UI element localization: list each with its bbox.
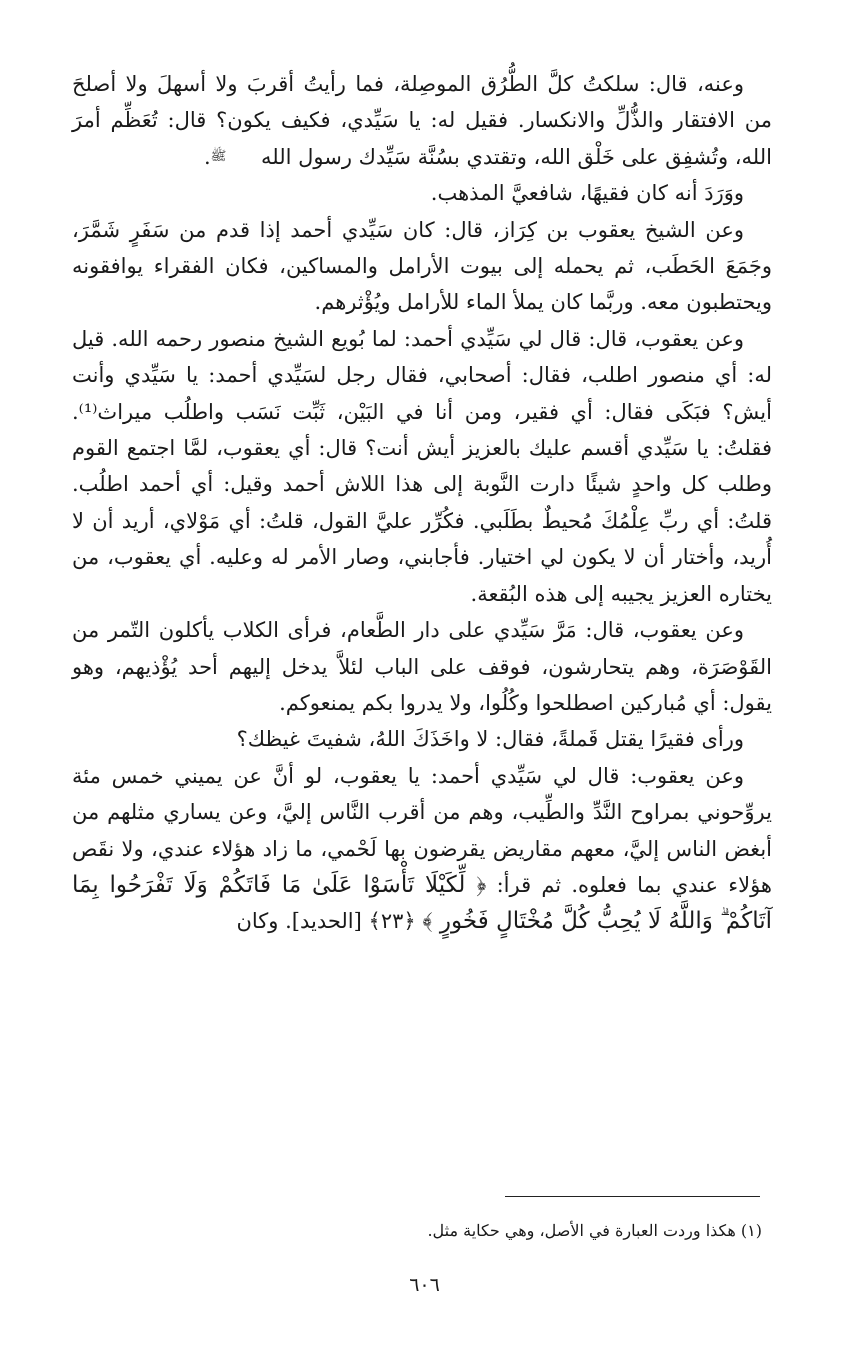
paragraph-4: وعن يعقوب، قال: قال لي سَيِّدي أحمد: لما بُويع الشيخ منصور رحمه الله. قيل له: أي منصور اطلب، فقال: أصحابي، فقال رجل لسَيِّدي أحمد: يا سَيِّدي وأنت أيش؟ فبَكَى فقال: أي فقير، ومن أنا في البَيْن، ثَبِّت نَسَب واطلُب ميراث⁽¹⁾. فقلتُ: يا سَيِّدي أقسم عليك بالعزيز أيش أنت؟ قال: أي يعقوب، لمَّا اجتمع القوم وطلب كل واحدٍ شيئًا دارت النَّوبة إلى هذا اللاش أحمد وقيل: أي أحمد اطلُب. قلتُ: أي ربِّ عِلْمُكَ مُحيطٌ بطَلَبي. فكُرِّر عليَّ القول، قلتُ: أي مَوْلاي، أريد أن لا أُريد، وأختار أن لا يكون لي اختيار. فأجابني، وصار الأمر له وعليه. أي يعقوب، من يختاره العزيز يجيبه إلى هذه البُقعة. <box>72 326 772 606</box>
paragraph-1-text: وعنه، قال: سلكتُ كلَّ الطُّرُق الموصِلة، فما رأيتُ أقربَ ولا أسهلَ ولا أصلحَ من الافتقار والذُّلِّ والانكسار. فقيل له: يا سَيِّدي، فكيف يكون؟ قال: تُعَظِّم أمرَ الله، وتُشفِق على خَلْق الله، وتقتدي بسُنَّة سَيِّدك رسول الله <box>72 72 772 169</box>
honorific-symbol: ﷺ <box>210 148 227 164</box>
footnote: (١) هكذا وردت العبارة في الأصل، وهي حكاية مثل. <box>427 1221 762 1240</box>
paragraph-6: ورأى فقيرًا يقتل قَملةً، فقال: لا واخَذَكَ اللهُ، شفيتَ غيظك؟ <box>236 727 744 752</box>
paragraph-1: وعنه، قال: سلكتُ كلَّ الطُّرُق الموصِلة، فما رأيتُ أقربَ ولا أسهلَ ولا أصلحَ من الافتقار والذُّلِّ والانكسار. فقيل له: يا سَيِّدي، فكيف يكون؟ قال: تُعَظِّم أمرَ الله، وتُشفِق على خَلْق الله، وتقتدي بسُنَّة سَيِّدك رسول الله ﷺ. <box>72 66 772 175</box>
paragraph-7 <box>72 758 772 940</box>
page-body <box>72 66 772 940</box>
paragraph-5: وعن يعقوب، قال: مَرَّ سَيِّدي على دار الطَّعام، فرأى الكلاب يأكلون التّمر من القَوْصَرَة، وهم يتحارشون، فوقف على الباب لئلاَّ يدخل إليهم أحد يُؤْذيهم، وهو يقول: أي مُباركين اصطلحوا وكُلُوا، ولا يدروا بكم يمنعوكم. <box>72 618 772 715</box>
page-number: ٦٠٦ <box>409 1274 440 1296</box>
paragraph-2: ووَرَدَ أنه كان فقيهًا، شافعيَّ المذهب. <box>430 181 744 206</box>
quran-verse: ﴿ لِّكَيْلَا تَأْسَوْا عَلَىٰ مَا فَاتَكُمْ وَلَا تَفْرَحُوا بِمَا آتَاكُمْ ۗ وَاللَّهُ لَا يُحِبُّ كُلَّ مُخْتَالٍ فَخُورٍ ﴾ <box>72 871 772 935</box>
paragraph-7-text: وعن يعقوب: قال لي سَيِّدي أحمد: يا يعقوب، لو أنَّ عن يميني خمس مئة يروِّحوني بمراوح النَّدِّ والطِّيب، وهم من أقرب النَّاس إليَّ، وعن يساري مثلهم من أبغض الناس إليَّ، معهم مقاريض يقرضون بها لَحْمي، ما زاد هؤلاء عندي، ولا نقَص هؤلاء عندي بما فعلوه. ثم قرأ: <box>72 763 772 897</box>
paragraph-3: وعن الشيخ يعقوب بن كِرَاز، قال: كان سَيِّدي أحمد إذا قدم من سَفَرٍ شَمَّرَ، وجَمَعَ الحَطَب، ثم يحمله إلى بيوت الأرامل والمساكين، فكان الفقراء يوافقونه ويحتطبون معه. وربَّما كان يملأ الماء للأرامل ويُؤْثرهم. <box>72 217 772 315</box>
footnote-divider <box>505 1196 760 1197</box>
quran-reference: [الحديد]. وكان <box>236 909 362 934</box>
verse-number: ﴿٢٣﴾ <box>368 909 416 934</box>
